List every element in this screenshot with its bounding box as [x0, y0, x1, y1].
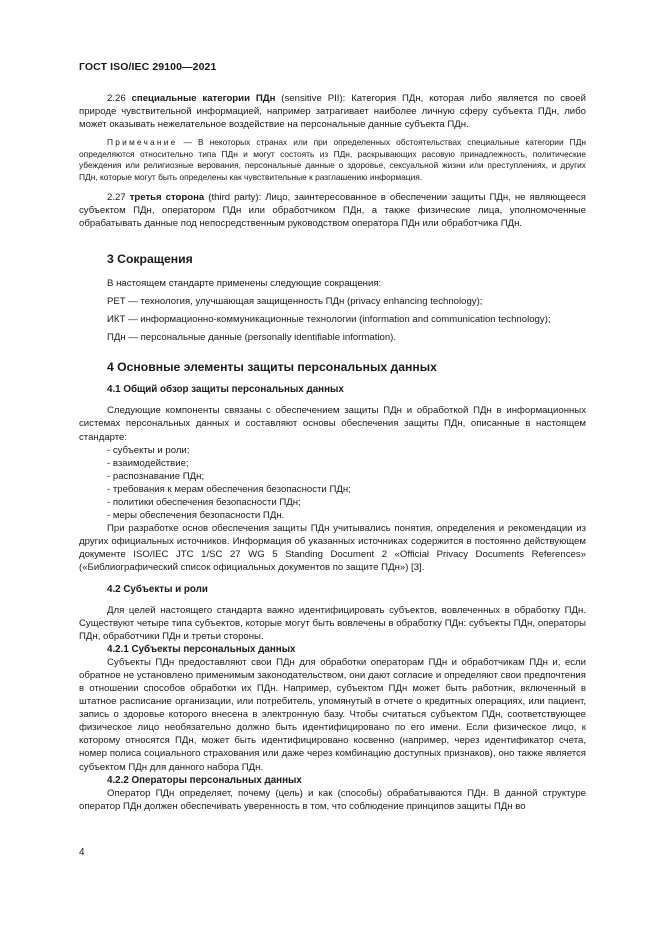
definition-number: 2.27: [107, 191, 126, 203]
definition-text: (sensitive PII): Категория ПДн, которая либо является по своей природе чувствительной информацией, например затрагивает наиболее личную сферу субъекта ПДн, либо может оказывать нежелательное воздействие на персональные данные субъекта ПДн.: [79, 93, 587, 131]
note-paragraph: [79, 137, 586, 183]
section-4-2-intro: Для целей настоящего стандарта важно идентифицировать субъектов, вовлеченных в обработку ПДн. Существуют четыре типа субъектов, которые могут быть вовлечены в обработку ПДн: субъекты ПДн, операторы ПДн, обработчики ПДн и третьи стороны.: [79, 604, 586, 642]
definition-term: специальные категории ПДн: [131, 93, 276, 104]
section-4-1-heading: 4.1 Общий обзор защиты персональных данных: [107, 384, 344, 396]
list-item: - субъекты и роли;: [107, 444, 190, 456]
section-4-2-1-heading: 4.2.1 Субъекты персональных данных: [107, 643, 296, 655]
page-body: [79, 92, 586, 813]
section-3-heading: 3 Сокращения: [107, 251, 193, 266]
list-item: - распознавание ПДн;: [107, 470, 205, 482]
components-list: [79, 444, 586, 523]
definition-term: третья сторона: [129, 191, 205, 203]
section-4-2-2-heading: 4.2.2 Операторы персональных данных: [107, 774, 302, 786]
section-4-1-sources: При разработке основ обеспечения защиты ПДн учитывались понятия, определения и рекомендации из других официальных источников. Информация об указанных источниках содержится в постоянно действующем документе ISO/IEC JTC 1/SC 27 WG 5 Standing Document 2 «Official Privacy Documents References» («Библиографический список официальных документов по защите ПДн») [3].: [79, 523, 586, 574]
section-4-2-heading: 4.2 Субъекты и роли: [107, 583, 208, 595]
list-item: - политики обеспечения безопасности ПДн;: [107, 496, 301, 508]
definition-number: 2.26: [107, 93, 126, 104]
abbreviation-item: ИКТ — информационно-коммуникационные технологии (information and communication technology);: [107, 314, 551, 326]
document-header: ГОСТ ISO/IEC 29100—2021: [79, 61, 217, 73]
list-item: - меры обеспечения безопасности ПДн.: [107, 510, 285, 522]
definition-2-26: [79, 92, 586, 131]
section-4-heading: 4 Основные элементы защиты персональных данных: [107, 360, 437, 375]
list-item: - взаимодействие;: [107, 457, 189, 469]
section-4-1-intro: Следующие компоненты связаны с обеспечением защиты ПДн и обработкой ПДн в информационных системах персональных данных и составляют основы обеспечения защиты ПДн, описанные в настоящем стандарте:: [79, 405, 586, 443]
abbreviations-intro: В настоящем стандарте применены следующие сокращения:: [107, 277, 382, 289]
list-item: - требования к мерам обеспечения безопасности ПДн;: [107, 483, 351, 495]
definition-2-27: [79, 191, 586, 230]
definition-text: (third party): Лицо, заинтересованное в обеспечении защиты ПДн, не являющееся субъектом ПДн, оператором ПДн или обработчиком ПДн, а также физические лица, уполномоченные обрабатывать данные под непосредственным руководством оператора ПДн или обработчика ПДн.: [79, 191, 587, 229]
page-number: 4: [79, 847, 85, 858]
note-text: — В некоторых странах или при определенных обстоятельствах специальные категории ПДн определяются относительно типа ПДн и могут состоять из ПДн, раскрывающих расовую принадлежность, политические убеждения или религиозные верования, персональные данные о здоровье, сексуальной жизни или преступлениях, и других ПДн, которые могут быть определены как чувствительные к разглашению информация.: [79, 137, 586, 183]
abbreviation-item: PET — технология, улучшающая защищенность ПДн (privacy enhancing technology);: [107, 296, 483, 308]
section-4-2-2-text: Оператор ПДн определяет, почему (цель) и как (способы) обрабатываются ПДн. В данной структуре оператор ПДн должен обеспечивать уверенность в том, что соблюдение принципов защиты ПДн во: [79, 787, 586, 812]
note-label: Примечание: [107, 137, 178, 148]
abbreviation-item: ПДн — персональные данные (personally identifiable information).: [107, 332, 397, 344]
section-4-2-1-text: Субъекты ПДн предоставляют свои ПДн для обработки операторам ПДн и обработчикам ПДн и, если обратное не установлено применимым законодательством, они дают согласие и определяют свои предпочтения в отношении способов обработки их ПДн. Например, субъектом ПДн может быть работник, включенный в штатное расписание организации, или потребитель, упомянутый в отчете о кредитных операциях, или пациент, запись о здоровье которого внесена в электронную базу. Чтобы считаться субъектом ПДн, соответствующее физическое лицо необязательно должно быть идентифицировано по его имени. Если физическое лицо, к которому относятся ПДн, может быть идентифицировано косвенно (например, через идентификатор счета, номер полиса социального страхования или даже через комбинацию доступных признаков), оно также является субъектом ПДн для данного набора ПДн.: [79, 656, 586, 773]
